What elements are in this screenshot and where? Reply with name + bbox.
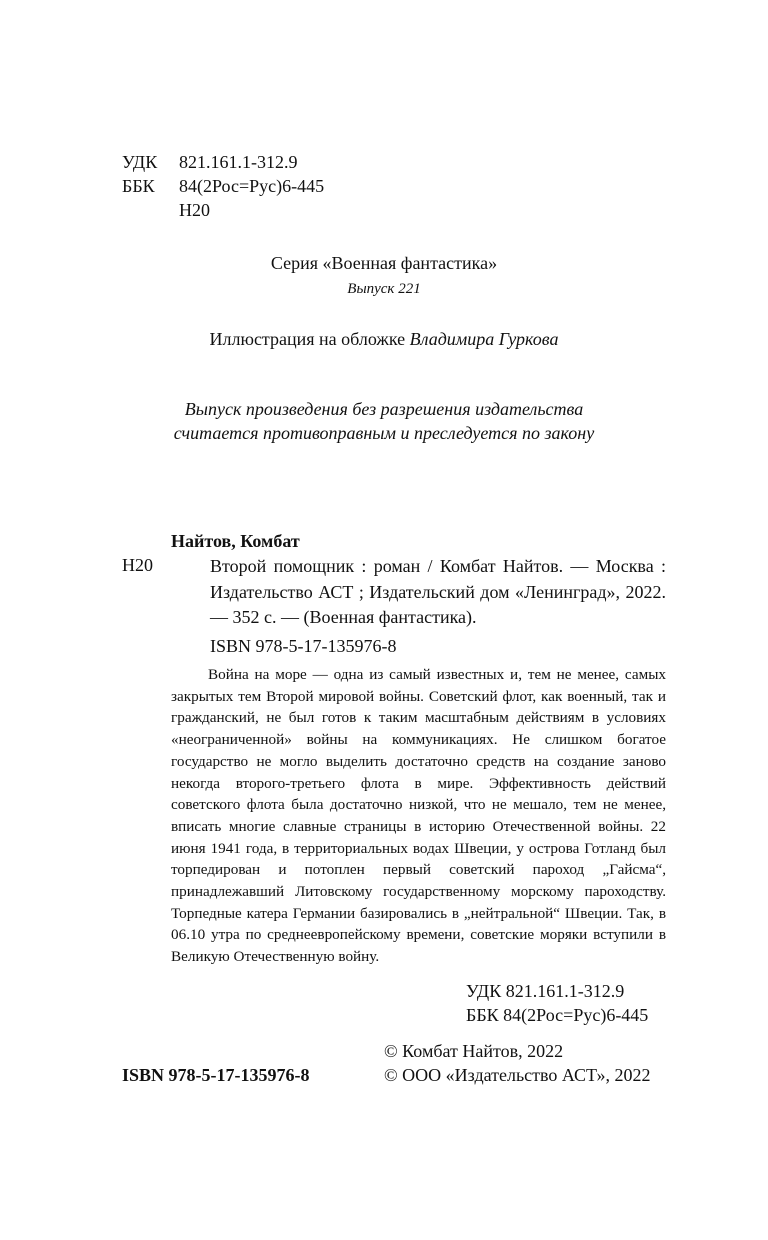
author-mark: Н20 xyxy=(179,200,210,220)
copyright-notice-line1: Выпуск произведения без разрешения издательства xyxy=(184,399,584,419)
series-issue: Выпуск 221 xyxy=(347,281,421,297)
bottom-udk: УДК 821.161.1-312.9 xyxy=(466,981,625,1001)
illustration-prefix: Иллюстрация на обложке xyxy=(209,329,410,349)
bibliographic-author: Найтов, Комбат xyxy=(171,531,300,551)
annotation xyxy=(171,664,666,968)
illustration-credit xyxy=(0,329,768,350)
bbk-label: ББК xyxy=(122,176,155,196)
copyright-author: © Комбат Найтов, 2022 xyxy=(384,1041,564,1061)
bibliographic-description: Второй помощник : роман / Комбат Найтов. — Москва : Издательство АСТ ; Издательский дом «Ленинград», 2022. — 352 с. — (Военная фантастика). xyxy=(210,556,666,627)
annotation-text: Война на море — одна из самый известных и, тем не менее, самых закрытых тем Второй мировой войны. Советский флот, как военный, так и гражданский, не был готов к таким масштабным действиям в условиях «неограниченной» войны на коммуникациях. Не слишком богатое государство не могло выделить достаточно средств на создание заново некогда второго-третьего флота в мире. Эффективность действий советского флота была достаточно низкой, что не мешало, тем не менее, вписать многие славные страницы в историю Отечественной войны. 22 июня 1941 года, в территориальных водах Швеции, у острова Готланд был торпедирован и потоплен первый советский пароход „Гайсма“, принадлежавший Литовскому государственному морскому пароходству. Торпедные катера Германии базировались в „нейтральной“ Швеции. Так, в 06.10 утра по среднеевропейскому времени, советские моряки вступили в Великую Отечественную войну. xyxy=(171,666,666,966)
udk-value: 821.161.1-312.9 xyxy=(179,152,298,172)
bibliographic-mark: Н20 xyxy=(122,555,153,575)
bibliographic-isbn: ISBN 978-5-17-135976-8 xyxy=(210,636,397,656)
copyright-publisher: © ООО «Издательство АСТ», 2022 xyxy=(384,1065,651,1085)
udk-label: УДК xyxy=(122,152,158,172)
bbk-value: 84(2Рос=Рус)6-445 xyxy=(179,176,325,196)
bottom-bbk: ББК 84(2Рос=Рус)6-445 xyxy=(466,1005,649,1025)
copyright-notice-line2: считается противоправным и преследуется по закону xyxy=(173,423,595,443)
illustration-artist: Владимира Гуркова xyxy=(409,329,559,349)
footer-isbn: ISBN 978-5-17-135976-8 xyxy=(122,1065,310,1085)
series-line: Серия «Военная фантастика» xyxy=(270,253,498,273)
